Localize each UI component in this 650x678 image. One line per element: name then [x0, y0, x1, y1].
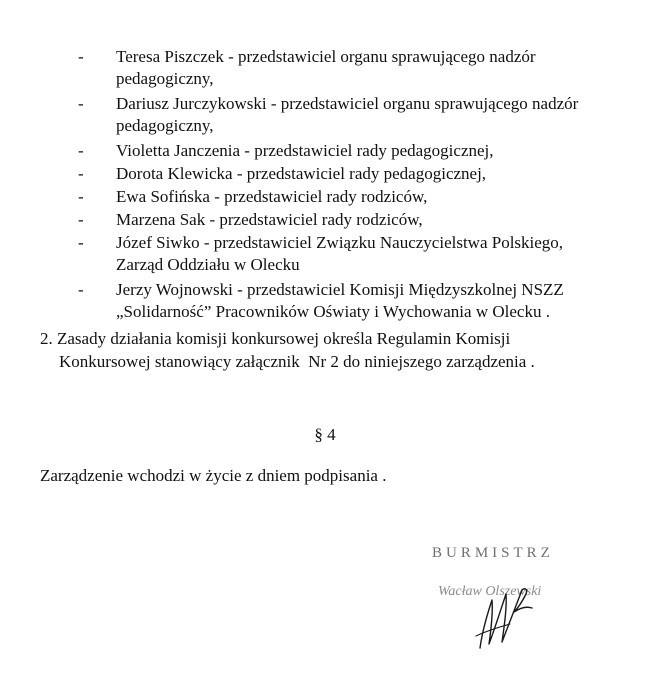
point-2-line-2: Konkursowej stanowiący załącznik Nr 2 do niniejszego zarządzenia .: [59, 352, 535, 371]
handwritten-signature: [462, 578, 542, 658]
closing-statement: Zarządzenie wchodzi w życie z dniem podpisania .: [40, 466, 387, 485]
list-item-text: Jerzy Wojnowski - przedstawiciel Komisji Międzyszkolnej NSZZ: [116, 280, 564, 299]
list-item-text: Teresa Piszczek - przedstawiciel organu sprawującego nadzór: [116, 47, 536, 66]
list-dash: -: [78, 141, 84, 160]
list-item-text: Violetta Janczenia - przedstawiciel rady pedagogicznej,: [116, 141, 494, 160]
stamp-title: BURMISTRZ: [432, 545, 554, 561]
list-dash: -: [78, 187, 84, 206]
list-item-text: Marzena Sak - przedstawiciel rady rodziców,: [116, 210, 423, 229]
list-item-text: Dorota Klewicka - przedstawiciel rady pedagogicznej,: [116, 164, 487, 183]
list-item-text: Ewa Sofińska - przedstawiciel rady rodziców,: [116, 187, 428, 206]
list-dash: -: [78, 164, 84, 183]
list-item-text-continued: „Solidarność” Pracowników Oświaty i Wychowania w Olecku .: [116, 302, 550, 321]
list-item-text-continued: pedagogiczny,: [116, 69, 214, 88]
point-2-line-1: 2. Zasady działania komisji konkursowej określa Regulamin Komisji: [40, 329, 511, 348]
list-dash: -: [78, 233, 84, 252]
section-heading: § 4: [314, 425, 336, 444]
list-dash: -: [78, 280, 84, 299]
list-dash: -: [78, 210, 84, 229]
stamp-name: Wacław Olszewski: [438, 584, 542, 599]
list-dash: -: [78, 47, 84, 66]
list-item-text-continued: pedagogiczny,: [116, 116, 214, 135]
list-item-text-continued: Zarząd Oddziału w Olecku: [116, 255, 300, 274]
list-dash: -: [78, 94, 84, 113]
list-item-text: Dariusz Jurczykowski - przedstawiciel organu sprawującego nadzór: [116, 94, 579, 113]
list-item-text: Józef Siwko - przedstawiciel Związku Nauczycielstwa Polskiego,: [116, 233, 564, 252]
